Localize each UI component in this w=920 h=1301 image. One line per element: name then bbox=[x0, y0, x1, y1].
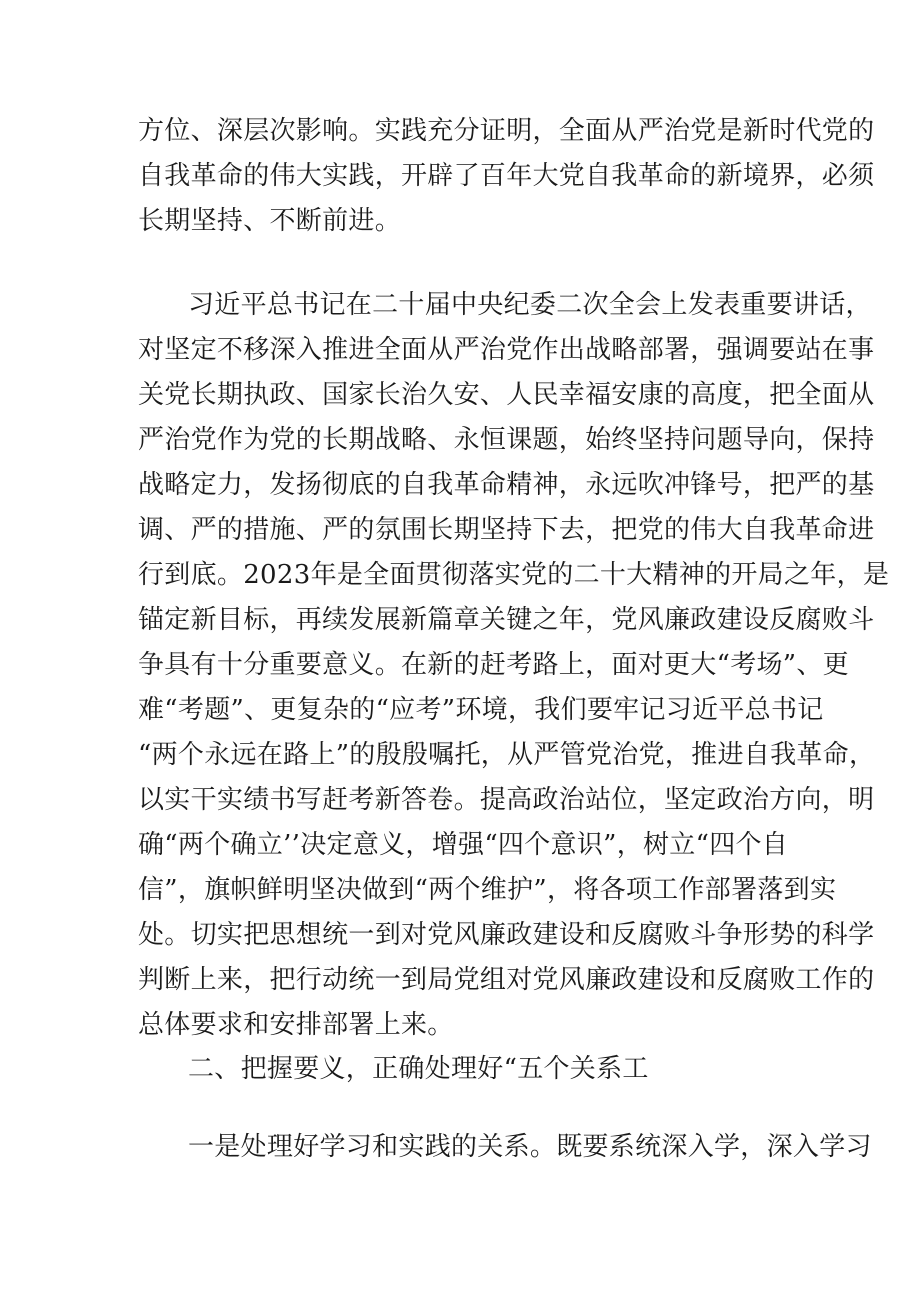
paragraph-2-line-17: 总体要求和安排部署上来。 bbox=[138, 1010, 454, 1040]
paragraph-1-line-2: 自我革命的伟大实践，开辟了百年大党自我革命的新境界，必须 bbox=[138, 161, 875, 191]
paragraph-2-line-2: 对坚定不移深入推进全面从严治党作出战略部署，强调要站在事 bbox=[138, 335, 875, 365]
paragraph-2-line-9: 争具有十分重要意义。在新的赶考路上，面对更大“考场”、更 bbox=[138, 650, 849, 680]
paragraph-2-line-7: 行到底。2023年是全面贯彻落实党的二十大精神的开局之年，是 bbox=[138, 560, 890, 590]
paragraph-1-line-3: 长期坚持、不断前进。 bbox=[138, 206, 402, 236]
paragraph-1-line-1: 方位、深层次影响。实践充分证明，全面从严治党是新时代党的 bbox=[138, 116, 875, 146]
paragraph-2-line-13: 确“两个确立’’决定意义，增强“四个意识”，树立“四个自 bbox=[138, 830, 789, 860]
paragraph-2-line-8: 锚定新目标，再续发展新篇章关键之年，党风廉政建设反腐败斗 bbox=[138, 605, 875, 635]
section-heading: 二、把握要义，正确处理好“五个关系工 bbox=[188, 1054, 649, 1084]
paragraph-2-line-14: 信”，旗帜鲜明坚决做到“两个维护”，将各项工作部署落到实 bbox=[138, 875, 837, 905]
paragraph-2-line-1: 习近平总书记在二十届中央纪委二次全会上发表重要讲话， bbox=[188, 290, 872, 320]
paragraph-2-line-10: 难“考题”、更复杂的“应考”环境，我们要牢记习近平总书记 bbox=[138, 695, 824, 725]
paragraph-3-line-1: 一是处理好学习和实践的关系。既要系统深入学，深入学习 bbox=[188, 1132, 872, 1162]
paragraph-2-line-12: 以实干实绩书写赶考新答卷。提高政治站位，坚定政治方向，明 bbox=[138, 785, 875, 815]
paragraph-2-line-4: 严治党作为党的长期战略、永恒课题，始终坚持问题导向，保持 bbox=[138, 425, 875, 455]
paragraph-2-line-11: “两个永远在路上”的殷殷嘱托，从严管党治党，推进自我革命， bbox=[138, 740, 876, 770]
paragraph-2-line-3: 关党长期执政、国家长治久安、人民幸福安康的高度，把全面从 bbox=[138, 380, 875, 410]
paragraph-2-line-5: 战略定力，发扬彻底的自我革命精神，永远吹冲锋号，把严的基 bbox=[138, 470, 875, 500]
paragraph-2-line-15: 处。切实把思想统一到对党风廉政建设和反腐败斗争形势的科学 bbox=[138, 920, 875, 950]
paragraph-2-line-16: 判断上来，把行动统一到局党组对党风廉政建设和反腐败工作的 bbox=[138, 965, 875, 995]
paragraph-2-line-6: 调、严的措施、严的氛围长期坚持下去，把党的伟大自我革命进 bbox=[138, 515, 875, 545]
